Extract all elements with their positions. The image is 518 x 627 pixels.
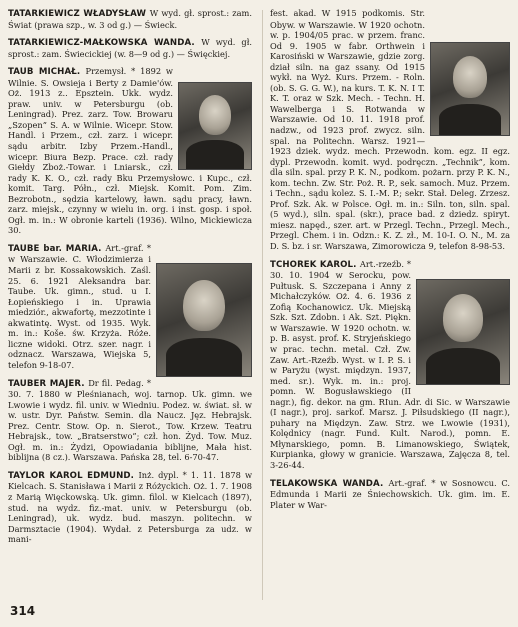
entry-tatarkiewicz-wladyslaw — [8, 8, 252, 30]
entry-heading: TAUB MICHAŁ. — [8, 67, 86, 78]
portrait-photo — [430, 42, 510, 136]
entry-taylor-karol — [8, 470, 252, 545]
right-column — [270, 8, 510, 517]
portrait-photo — [178, 82, 252, 170]
entry-tauber-majer — [8, 378, 252, 463]
entry-tchorek-karol — [270, 259, 510, 471]
entry-text: fest. akad. W 1915 podkomis. Str. Obyw. w Warszawie. W 1920 ochotn. w. p. 1904/05 prac. w przem. franc. Od 9. 1905 w fabr. Orthwein i Karosiński w Warszawie, gdzie zorg. dział siln. na gaz ssany. Od 1915 wykł. na Wyż. Kurs. Przem. - Roln. (ob. S. G. G. W.), na kurs. T. K. N. I T. K. T. oraz w Szk. Mech. - Techn. H. Wawelberga i S. Rotwanda w Warszawie. Od 10. 11. 1918 prof. nadzw., od 1923 prof. zwycz. siln. spal. na Politechn. Warsz. 1921—1923 dziek. wydz. mech. Przewodn. kom. egz. II egz. dypl. Przewodn. komit. wyd. podręczn. „Technik”, kom. dla siln. spal. przy P. K. N., podkom. pożarn. przy P. K. N., kom. techn. Zw. Str. Poż. R. P., sek. samoch. Muz. Przem. i Techn., sądu kolez. S. I.-M. P.; sekr. Stał. Deleg. Zrzesz. Prof. Szk. Ak. w Polsce. Ogł. m. in.: Siln. ton, siln. spal. (5 wyd.), siln. spal. (skr.), prace bad. z dziedz. spiryt. miesz. napęd., szer. art. w Przegl. Techn., Przegl. Mech., Przegl. Chem. i in. Odzn.: K. Z. zł., M. 10-I. O. N., M. za D. S. bz. i sr. Warszawa, Zimorowicza 9, telefon 8-98-53. — [270, 8, 510, 252]
portrait-photo — [416, 279, 510, 385]
entry-telakowska-wanda — [270, 478, 510, 511]
entry-taube-maria — [8, 243, 252, 371]
portrait-photo — [156, 263, 252, 377]
entry-heading: TAYLOR KAROL EDMUND. — [8, 470, 139, 481]
entry-taylor-continued — [270, 8, 510, 252]
entry-heading: TAUBE bar. MARIA. — [8, 243, 106, 254]
entry-text: W wyd. gł. sprost.: zam. Świat (prawa szp., w. 3 od g.) — Świeck. — [8, 8, 253, 30]
entry-text: Inż. dypl. * 1. 11. 1878 w Kielcach. S. Stanisława i Marii z Różyckich. Oż. 1. 7. 1908 z Marią Więckowską. Uk. gimn. filol. w Kielcach (1897), stud. na wydz. fiz.-mat. univ. w Petersburgu (ob. Leningrad), uk. wydz. bud. maszyn. politechn. w Darmsztacie (1904). Wydał. z Petersburga za udz. w mani- — [8, 469, 253, 545]
entry-text: Dr fil. Pedag. * 30. 7. 1880 w Pleśnianach, woj. tarnop. Uk. gimn. we Lwowie i wydz. fil. univ. w Wiedniu. Podez. w. świat. sł. w w. ustr. Dyr. Państw. Semin. dla Naucz. Jęz. Hebrajsk. Prez. Centr. Stow. Op. n. Sierot., Tow. Krzew. Teatru Hebrajsk., tow. „Bratserstwo”; czł. hon. Żyd. Tow. Muz. Ogł. m. in.: Żydzi, Opowiadania biblijne, Mała hist. biblijna (8 cz.). Warszawa. Pańska 28, tel. 6-70-47. — [8, 377, 252, 463]
entry-taub-michal — [8, 66, 252, 236]
entry-text: Art.-graf. * w Sosnowcu. C. Edmunda i Marii ze Śniechowskich. Uk. gim. im. E. Plater w War- — [270, 477, 510, 510]
left-column — [8, 8, 252, 552]
entry-tatarkiewicz-malkowska — [8, 37, 252, 59]
entry-heading: TAUBER MAJER. — [8, 378, 89, 389]
column-divider — [262, 10, 263, 600]
entry-text: Art.-graf. * w Warszawie. C. Włodzimierza i Marii z br. Kossakowskich. Zaśl. 25. 6. 1921 Aleksandra bar. Taube. Uk. gimn., stud. u I. Łopieńskiego i in. Uprawia miedziór., akwafortę, mezzotinte i akwatintę. Wyst. od 1935. Wyk. m. in.: Koše. św. Krzyża. Róże. liczne widoki. Otrz. szer. nagr. i odznacz. Warszawa, Wiejska 5, telefon 9-18-07. — [8, 242, 151, 370]
entry-heading: TATARKIEWICZ-MAŁKOWSKA WANDA. — [8, 38, 202, 49]
entry-text: Przemysł. * 1892 w Wilnie. S. Owsieja i Berty z Damie'ów. Oż. 1913 z.. Epsztein. Ukk. wydz. praw. univ. w Petersburgu (ob. Leningrad). Prez. zarz. Tow. Browaru „Szopen” S. A. w Wilnie. Wicepr. Stow. Handl. i Przem., czł. zarz. i wicepr. sądu arbitr. Izby Przem.-Handl., wicepr. Biura Bezp. Prace. czł. rady Giełdy Zboż.-Towar. i Lniarsk., czł. rady K. K. O., czł. rady Bku Przemysłowc. i Kupc., czł. komit. Targ. Półn., czł. Miejsk. Komit. Pom. Zim. Bezrobotn., sędzia kartelowy, ławn. sądu pracy, ławn. zarz. miejsk., czynny w wielu in. org. i inst. gosp. i społ. Ogł. m. in.: W obronie karteli (1936). Wilno, Mickiewicza 30. — [8, 66, 252, 236]
entry-text: W wyd. gł. sprost.: zam. Świecickiej (w. 8—9 od g.) — Święckiej. — [8, 37, 252, 59]
entry-heading: TELAKOWSKA WANDA. — [270, 478, 389, 489]
page-number: 314 — [10, 604, 36, 618]
entry-text: Art.-rzeźb. * 30. 10. 1904 w Serocku, pow. Pułtusk. S. Szczepana i Anny z Michałczyków. Oż. 4. 6. 1936 z Zofią Kochanowicz. Uk. Miejską Szk. Szt. Zdobn. i Ak. Szt. Piękn. w Warszawie. W 1920 ochotn. w. p. B. asyst. prof. K. Stryjeńskiego w prac. techn. metal. Czł. Zw. Zaw. Art.-Rzeźb. Wyst. w I. P. S. i w Paryżu (wyst. międzyn. 1937, med. sr.). Wyk. m. in.: proj. pomn. W. Bogusławskiego (II nagr.), fig. dekor. na gm. RIun. Adr. di Sic. w Warszawie (I nagr.), proj. sarkof. Marsz. J. Piłsudskiego (II nagr.), puhary na Międzyn. Zaw. Strz. we Lwowie (1931), Kolędnicy (nagr. Fund. Kult. Narod.), pomn. E. Młynarskiego, pomn. B. Limanowskiego, Świątek, Kurpianka, głowy w granicie. Warszawa, Zajęcza 8, tel. 3-26-44. — [270, 258, 510, 470]
entry-heading: TATARKIEWICZ WŁADYSŁAW — [8, 9, 150, 19]
entry-heading: TCHOREK KAROL. — [270, 259, 360, 270]
